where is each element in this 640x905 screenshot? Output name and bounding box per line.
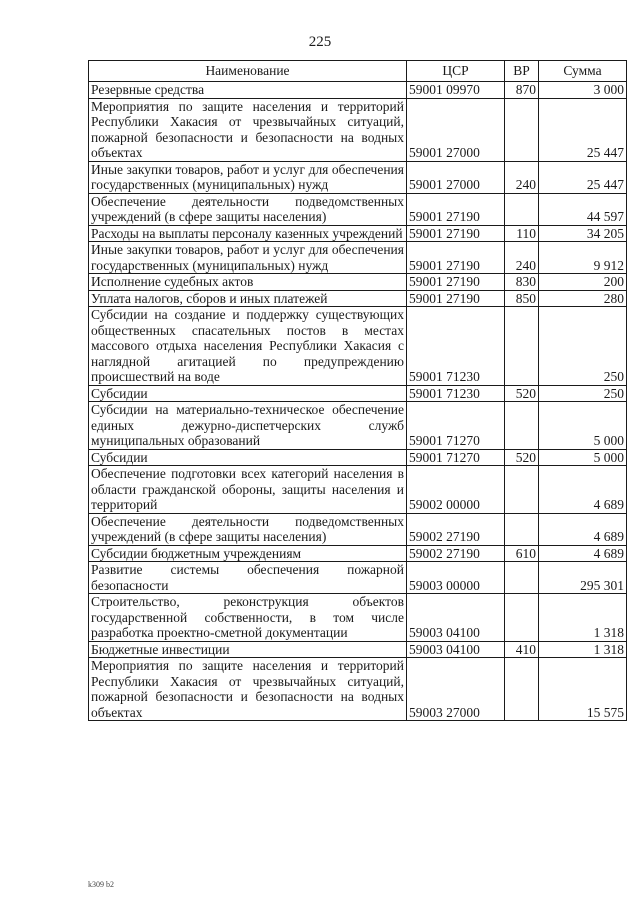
table-row	[89, 466, 627, 514]
cell-csr: 59001 27190	[407, 193, 505, 225]
cell-name: Обеспечение деятельности подведомственных учреждений (в сфере защиты населения)	[89, 513, 407, 545]
cell-name: Субсидии	[89, 449, 407, 466]
cell-vr	[505, 562, 539, 594]
cell-sum: 4 689	[539, 466, 627, 514]
cell-name: Обеспечение подготовки всех категорий населения в области гражданской обороны, защиты населения и территорий	[89, 466, 407, 514]
cell-sum: 1 318	[539, 594, 627, 642]
header-vr: ВР	[505, 61, 539, 82]
cell-name: Мероприятия по защите населения и территорий Республики Хакасия от чрезвычайных ситуаций, пожарной безопасности и безопасности на водных объектах	[89, 98, 407, 161]
cell-name: Бюджетные инвестиции	[89, 641, 407, 658]
cell-csr: 59001 71230	[407, 385, 505, 402]
cell-csr: 59002 27190	[407, 513, 505, 545]
cell-sum: 4 689	[539, 545, 627, 562]
cell-vr: 240	[505, 161, 539, 193]
cell-csr: 59001 27000	[407, 161, 505, 193]
cell-name: Иные закупки товаров, работ и услуг для обеспечения государственных (муниципальных) нужд	[89, 242, 407, 274]
table-row	[89, 594, 627, 642]
cell-vr	[505, 307, 539, 386]
cell-csr: 59001 27190	[407, 225, 505, 242]
cell-vr: 520	[505, 385, 539, 402]
table-row	[89, 545, 627, 562]
table-row	[89, 193, 627, 225]
header-sum: Сумма	[539, 61, 627, 82]
cell-vr: 870	[505, 82, 539, 99]
cell-csr: 59001 71230	[407, 307, 505, 386]
cell-vr: 830	[505, 274, 539, 291]
table-row	[89, 98, 627, 161]
cell-vr	[505, 193, 539, 225]
cell-vr: 240	[505, 242, 539, 274]
table-row	[89, 385, 627, 402]
cell-csr: 59001 27190	[407, 242, 505, 274]
cell-sum: 5 000	[539, 449, 627, 466]
cell-vr	[505, 658, 539, 721]
cell-csr: 59003 00000	[407, 562, 505, 594]
cell-csr: 59001 27190	[407, 274, 505, 291]
table-row	[89, 307, 627, 386]
cell-sum: 9 912	[539, 242, 627, 274]
cell-csr: 59001 71270	[407, 449, 505, 466]
cell-csr: 59002 27190	[407, 545, 505, 562]
cell-sum: 250	[539, 307, 627, 386]
cell-name: Субсидии на создание и поддержку существующих общественных спасательных постов в местах массового отдыха населения Республики Хакасия с наглядной агитацией по предупреждению происшествий на воде	[89, 307, 407, 386]
table-row	[89, 290, 627, 307]
footer-code: k309 b2	[88, 880, 114, 889]
cell-sum: 280	[539, 290, 627, 307]
table-row	[89, 225, 627, 242]
cell-sum: 5 000	[539, 402, 627, 450]
header-csr: ЦСР	[407, 61, 505, 82]
cell-sum: 250	[539, 385, 627, 402]
cell-name: Субсидии бюджетным учреждениям	[89, 545, 407, 562]
cell-name: Резервные средства	[89, 82, 407, 99]
cell-name: Мероприятия по защите населения и территорий Республики Хакасия от чрезвычайных ситуаций, пожарной безопасности и безопасности на водных объектах	[89, 658, 407, 721]
header-name: Наименование	[89, 61, 407, 82]
cell-vr	[505, 98, 539, 161]
table-header-row	[89, 61, 627, 82]
cell-vr: 610	[505, 545, 539, 562]
table-row	[89, 161, 627, 193]
cell-sum: 25 447	[539, 161, 627, 193]
cell-csr: 59003 04100	[407, 594, 505, 642]
cell-vr: 410	[505, 641, 539, 658]
page-number: 225	[308, 34, 332, 50]
cell-vr	[505, 466, 539, 514]
cell-sum: 25 447	[539, 98, 627, 161]
table-row	[89, 658, 627, 721]
table-row	[89, 641, 627, 658]
cell-name: Расходы на выплаты персоналу казенных учреждений	[89, 225, 407, 242]
cell-name: Развитие системы обеспечения пожарной безопасности	[89, 562, 407, 594]
budget-table	[88, 60, 627, 721]
table-row	[89, 513, 627, 545]
table-row	[89, 449, 627, 466]
table-row	[89, 402, 627, 450]
cell-vr: 850	[505, 290, 539, 307]
cell-csr: 59003 04100	[407, 641, 505, 658]
cell-csr: 59002 00000	[407, 466, 505, 514]
cell-sum: 34 205	[539, 225, 627, 242]
cell-vr	[505, 594, 539, 642]
cell-sum: 4 689	[539, 513, 627, 545]
cell-sum: 3 000	[539, 82, 627, 99]
cell-csr: 59001 27190	[407, 290, 505, 307]
cell-sum: 15 575	[539, 658, 627, 721]
cell-name: Субсидии	[89, 385, 407, 402]
cell-name: Иные закупки товаров, работ и услуг для обеспечения государственных (муниципальных) нужд	[89, 161, 407, 193]
cell-name: Исполнение судебных актов	[89, 274, 407, 291]
cell-csr: 59003 27000	[407, 658, 505, 721]
cell-name: Обеспечение деятельности подведомственных учреждений (в сфере защиты населения)	[89, 193, 407, 225]
cell-csr: 59001 27000	[407, 98, 505, 161]
cell-sum: 44 597	[539, 193, 627, 225]
cell-name: Уплата налогов, сборов и иных платежей	[89, 290, 407, 307]
cell-sum: 1 318	[539, 641, 627, 658]
table-row	[89, 82, 627, 99]
cell-csr: 59001 71270	[407, 402, 505, 450]
cell-vr	[505, 402, 539, 450]
table-row	[89, 274, 627, 291]
cell-sum: 200	[539, 274, 627, 291]
cell-vr	[505, 513, 539, 545]
cell-name: Субсидии на материально-техническое обеспечение единых дежурно-диспетчерских служб муниципальных образований	[89, 402, 407, 450]
table-row	[89, 562, 627, 594]
cell-vr: 520	[505, 449, 539, 466]
cell-name: Строительство, реконструкция объектов государственной собственности, в том числе разработка проектно-сметной документации	[89, 594, 407, 642]
cell-vr: 110	[505, 225, 539, 242]
cell-sum: 295 301	[539, 562, 627, 594]
cell-csr: 59001 09970	[407, 82, 505, 99]
table-row	[89, 242, 627, 274]
